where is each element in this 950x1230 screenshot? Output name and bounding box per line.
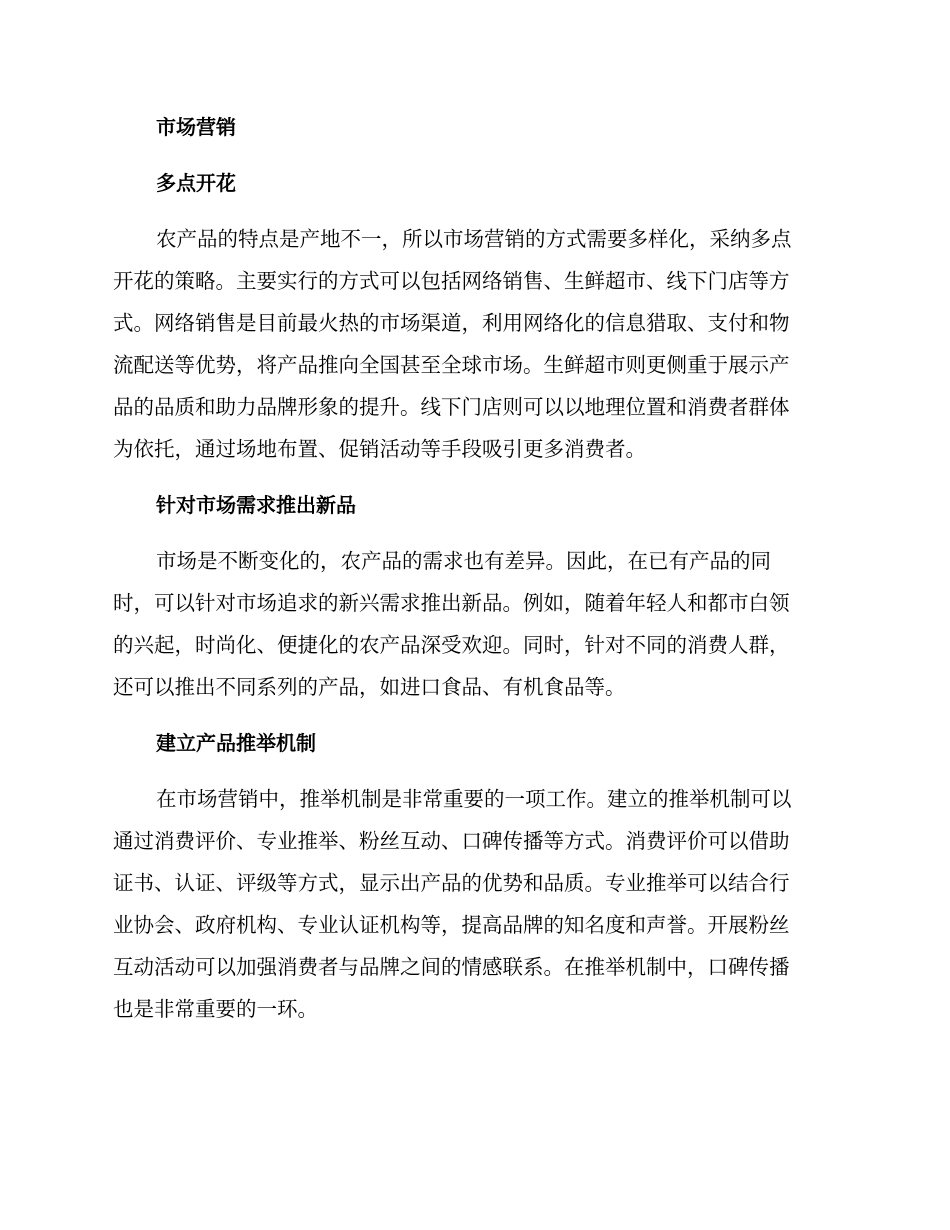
- paragraph-line: 农产品的特点是产地不一，所以市场营销的方式需要多样化，采纳多点: [156, 227, 792, 251]
- subsection-title-2: 针对市场需求推出新品: [156, 493, 356, 517]
- paragraph-line: 也是非常重要的一环。: [113, 997, 318, 1021]
- document-body: [113, 106, 831, 1030]
- paragraph-line: 互动活动可以加强消费者与品牌之间的情感联系。在推举机制中，口碑传播: [113, 955, 790, 979]
- section-title: 市场营销: [156, 115, 236, 139]
- paragraph-line: 通过消费评价、专业推举、粉丝互动、口碑传播等方式。消费评价可以借助: [113, 829, 790, 853]
- paragraph-line: 还可以推出不同系列的产品，如进口食品、有机食品等。: [113, 675, 626, 699]
- paragraph-2: [113, 540, 831, 708]
- paragraph-line: 为依托，通过场地布置、促销活动等手段吸引更多消费者。: [113, 437, 646, 461]
- paragraph-line: 市场是不断变化的，农产品的需求也有差异。因此，在已有产品的同: [156, 549, 771, 573]
- paragraph-line: 的兴起，时尚化、便捷化的农产品深受欢迎。同时，针对不同的消费人群，: [113, 633, 790, 657]
- subsection-title-3: 建立产品推举机制: [156, 731, 316, 755]
- paragraph-line: 业协会、政府机构、专业认证机构等，提高品牌的知名度和声誉。开展粉丝: [113, 913, 790, 937]
- paragraph-1: [113, 218, 831, 470]
- paragraph-line: 证书、认证、评级等方式，显示出产品的优势和品质。专业推举可以结合行: [113, 871, 790, 895]
- paragraph-line: 流配送等优势，将产品推向全国甚至全球市场。生鲜超市则更侧重于展示产: [113, 353, 790, 377]
- paragraph-line: 开花的策略。主要实行的方式可以包括网络销售、生鲜超市、线下门店等方: [113, 269, 790, 293]
- paragraph-line: 在市场营销中，推举机制是非常重要的一项工作。建立的推举机制可以: [156, 787, 792, 811]
- paragraph-line: 式。网络销售是目前最火热的市场渠道，利用网络化的信息猎取、支付和物: [113, 311, 790, 335]
- paragraph-3: [113, 778, 831, 1030]
- paragraph-line: 品的品质和助力品牌形象的提升。线下门店则可以以地理位置和消费者群体: [113, 395, 790, 419]
- subsection-title-1: 多点开花: [156, 171, 236, 195]
- paragraph-line: 时，可以针对市场追求的新兴需求推出新品。例如，随着年轻人和都市白领: [113, 591, 790, 615]
